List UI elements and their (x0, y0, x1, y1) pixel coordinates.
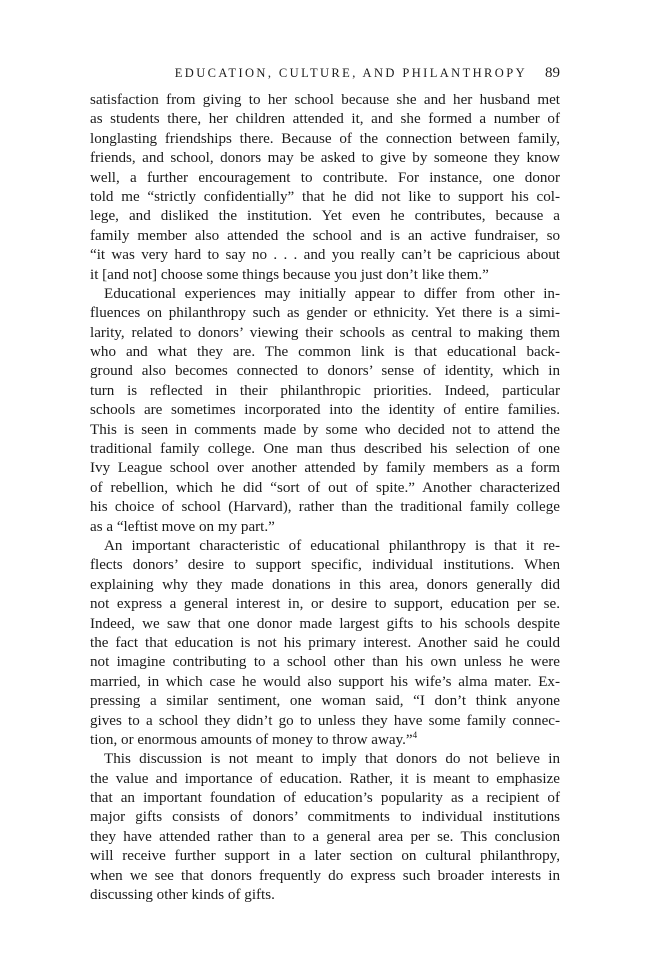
text-line: well, a further encouragement to contribute. For instance, one donor (90, 169, 560, 186)
text-line: family member also attended the school and is an active fundraiser, so (90, 227, 560, 244)
text-line: fluences on philanthropy such as gender or ethnicity. Yet there is a simi- (90, 305, 560, 322)
text-line: married, in which case he would also support his wife’s alma mater. Ex- (90, 673, 560, 690)
text-line: gives to a school they didn’t go to unless they have some family connec- (90, 712, 560, 729)
text-line: This discussion is not meant to imply that donors do not believe in (104, 751, 560, 768)
text-line: “it was very hard to say no . . . and you really can’t be capricious about (90, 247, 560, 264)
text-line: his choice of school (Harvard), rather than the traditional family college (90, 499, 560, 516)
text-line: told me “strictly confidentially” that he did not like to support his col- (90, 188, 560, 205)
page-number: 89 (545, 65, 560, 81)
paragraph (90, 537, 560, 750)
text-line: schools are sometimes incorporated into the identity of entire families. (90, 402, 560, 419)
text-line: larity, related to donors’ viewing their schools as central to making them (90, 324, 560, 341)
text-line: ground also becomes connected to donors’ sense of identity, which in (90, 363, 560, 380)
text-line: that an important foundation of education’s popularity as a recipient of (90, 790, 560, 807)
footnote-reference: 4 (412, 729, 418, 740)
text-line: An important characteristic of educational philanthropy is that it re- (104, 537, 560, 554)
text-line: as a “leftist move on my part.” (90, 518, 275, 535)
text-line: Ivy League school over another attended by family members as a form (90, 460, 560, 477)
text-line: not express a general interest in, or desire to support, education per se. (90, 596, 560, 613)
text-line: the value and importance of education. Rather, it is meant to emphasize (90, 770, 560, 787)
paragraph (90, 91, 560, 285)
text-line: it [and not] choose some things because you just don’t like them.” (90, 266, 489, 283)
text-line: when we see that donors frequently do express such broader interests in (90, 867, 560, 884)
text-line: Indeed, we saw that one donor made largest gifts to his schools despite (90, 615, 560, 632)
text-line: longlasting friendships there. Because of the connection between family, (90, 130, 560, 147)
text-line: discussing other kinds of gifts. (90, 887, 275, 904)
text-line: not imagine contributing to a school other than his own unless he were (90, 654, 560, 671)
text-line: satisfaction from giving to her school because she and her husband met (90, 92, 560, 108)
running-head-title: EDUCATION, CULTURE, AND PHILANTHROPY (174, 66, 527, 80)
text-line: pressing a similar sentiment, one woman said, “I don’t think anyone (90, 693, 560, 710)
running-head (90, 64, 560, 86)
text-line: This is seen in comments made by some who decided not to attend the (90, 421, 560, 438)
text-line: the fact that education is not his primary interest. Another said he could (90, 634, 560, 651)
text-line: who and what they are. The common link is that educational back- (90, 344, 560, 361)
text-line: they have attended rather than to a general area per se. This conclusion (90, 828, 560, 845)
text-line: friends, and school, donors may be asked to give by someone they know (90, 150, 560, 167)
text-line-content: tion, or enormous amounts of money to throw away.” (90, 731, 413, 748)
text-line: turn is reflected in their philanthropic priorities. Indeed, particular (90, 382, 560, 399)
paragraph (90, 285, 560, 537)
text-line: as students there, her children attended it, and she formed a number of (90, 111, 560, 128)
text-line: flects donors’ desire to support specific, individual institutions. When (90, 557, 560, 574)
text-line: of rebellion, which he did “sort of out of spite.” Another characterized (90, 479, 560, 496)
text-line: explaining why they made donations in this area, donors generally did (90, 576, 560, 593)
text-line: Educational experiences may initially appear to differ from other in- (104, 285, 560, 302)
text-line: lege, and disliked the institution. Yet even he contributes, because a (90, 208, 560, 225)
paragraph (90, 750, 560, 905)
body-text (90, 91, 560, 905)
text-line: major gifts consists of donors’ commitments to individual institutions (90, 809, 560, 826)
text-line: will receive further support in a later section on cultural philanthropy, (90, 848, 560, 865)
text-line (90, 731, 560, 750)
text-line: traditional family college. One man thus described his selection of one (90, 441, 560, 458)
